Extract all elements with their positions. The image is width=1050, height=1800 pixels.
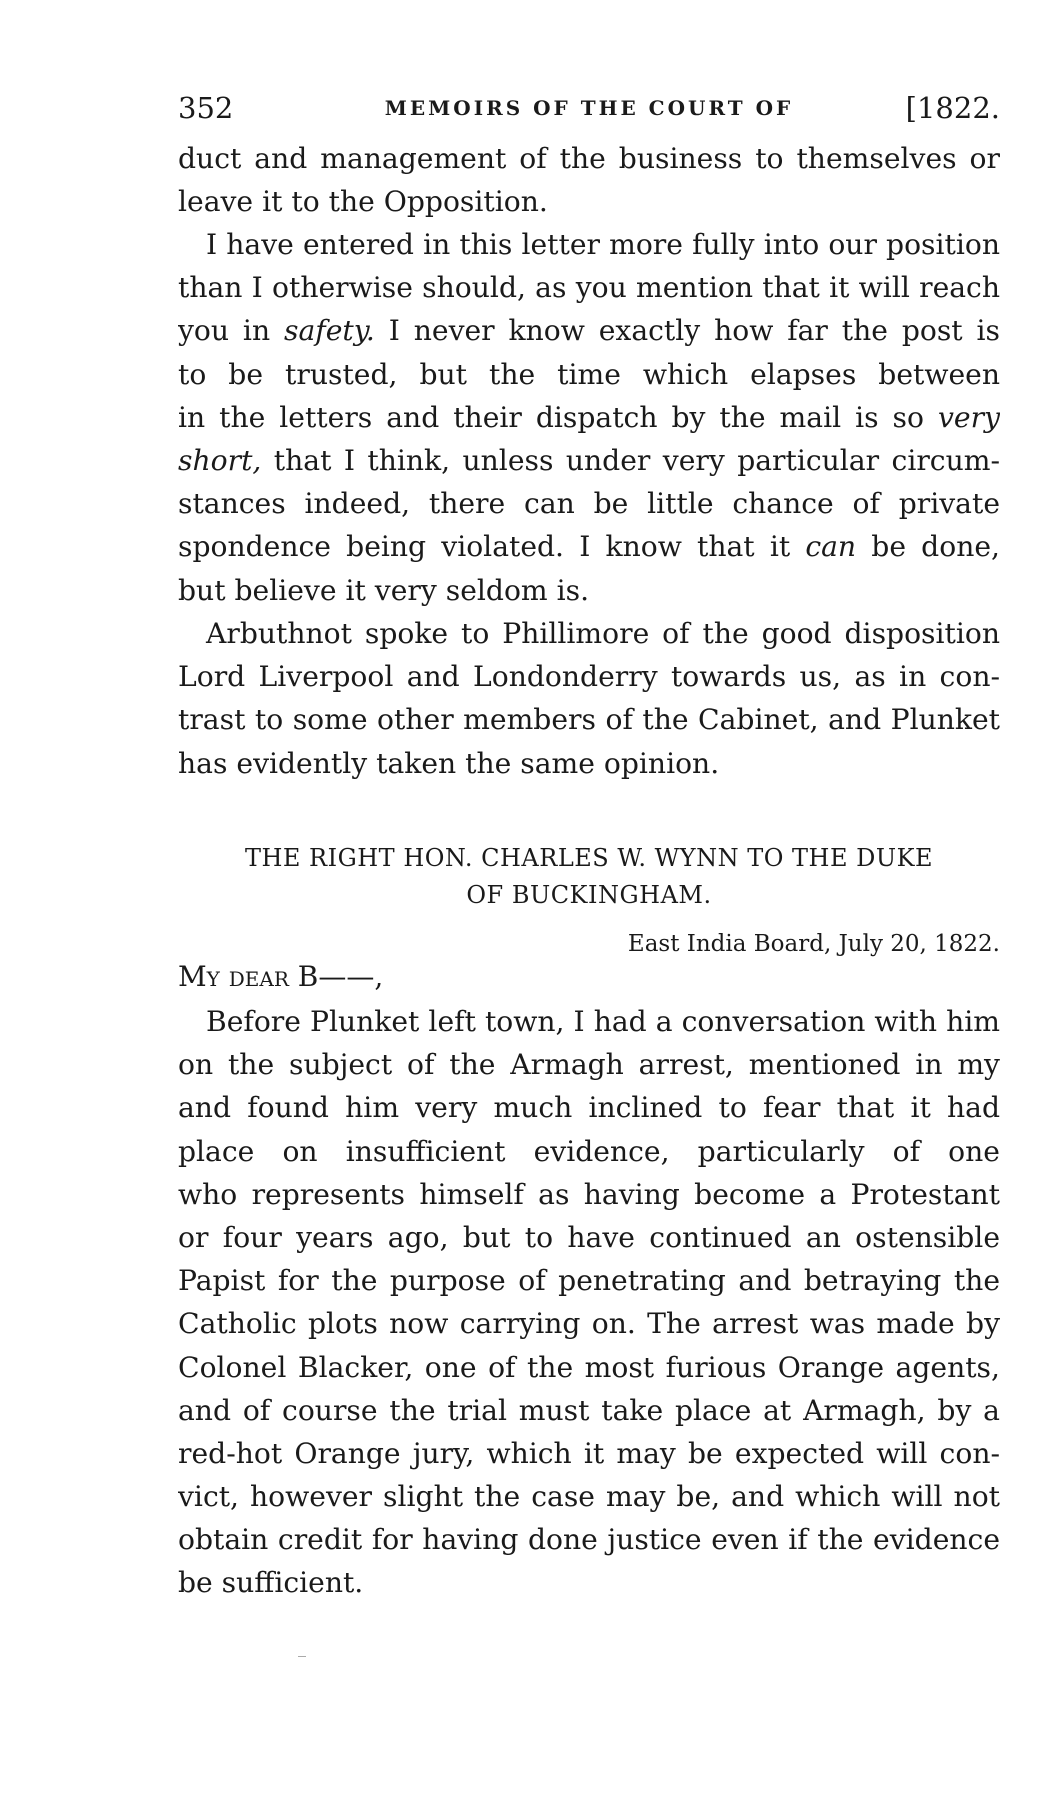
paragraph-2	[178, 223, 1000, 612]
italic-run: can	[805, 530, 857, 564]
text-line	[178, 439, 1000, 482]
text-line: duct and management of the business to themselves or	[178, 142, 1000, 175]
salutation: My dear B——,	[178, 960, 384, 993]
italic-run: very	[937, 400, 1000, 434]
print-speck	[298, 1656, 306, 1657]
text-line: on the subject of the Armagh arrest, mentioned in my	[178, 1048, 1000, 1082]
text-line: stances indeed, there can be little chance of private	[178, 487, 1000, 521]
text-line: vict, however slight the case may be, and which will not	[178, 1480, 1000, 1514]
text-line: has evidently taken the same opinion.	[178, 746, 720, 780]
paragraph-3	[178, 612, 1000, 785]
text-line: and found him very much inclined to fear that it had	[178, 1091, 1000, 1125]
text-line: red-hot Orange jury, which it may be expected will con-	[178, 1436, 1000, 1470]
text-line: obtain credit for having done justice even if the evidence	[178, 1523, 1000, 1557]
text-run: that I think, unless under very particular circum-	[261, 443, 1000, 477]
text-run: spondence being violated. I know that it	[178, 530, 806, 564]
text-line: to be trusted, but the time which elapses between	[178, 357, 1000, 391]
text-line: than I otherwise should, as you mention that it will reach	[178, 271, 1000, 305]
text-line: Before Plunket left town, I had a conversation with him	[206, 1005, 1000, 1038]
text-line: Lord Liverpool and Londonderry towards us, as in con-	[178, 660, 1000, 694]
page-number: 352	[178, 91, 234, 125]
text-line	[178, 525, 1000, 568]
text-run: you in	[178, 314, 284, 348]
text-line	[178, 396, 1000, 439]
paragraph-4	[178, 1000, 1000, 1605]
paragraph-1	[178, 137, 1000, 223]
text-line: Arbuthnot spoke to Phillimore of the good disposition	[206, 617, 1000, 650]
italic-run: safety.	[283, 314, 375, 348]
running-year: [1822.	[905, 91, 1000, 125]
text-run: in the letters and their dispatch by the mail is so	[178, 400, 938, 434]
text-line: trast to some other members of the Cabinet, and Plunket	[178, 703, 1000, 737]
text-line: who represents himself as having become a Protestant	[178, 1177, 1000, 1211]
letter-heading-line: OF BUCKINGHAM.	[466, 881, 712, 909]
text-line: I have entered in this letter more fully into our position	[206, 228, 1000, 261]
letter-heading-line: THE RIGHT HON. CHARLES W. WYNN TO THE DUKE	[244, 844, 934, 872]
text-line: and of course the trial must take place at Armagh, by a	[178, 1393, 1000, 1427]
dateline: East India Board, July 20, 1822.	[627, 931, 1000, 957]
text-line: Catholic plots now carrying on. The arrest was made by	[178, 1307, 1000, 1341]
text-line: Colonel Blacker, one of the most furious Orange agents,	[178, 1350, 1000, 1384]
italic-run: short,	[178, 443, 262, 477]
text-line: but believe it very seldom is.	[178, 573, 590, 607]
text-line: place on insufficient evidence, particularly of one	[178, 1134, 1000, 1168]
text-line: Papist for the purpose of penetrating and betraying the	[178, 1264, 1000, 1298]
text-line: be sufficient.	[178, 1566, 364, 1600]
text-run: be done,	[856, 530, 1000, 564]
text-line: leave it to the Opposition.	[178, 185, 548, 219]
text-line	[178, 309, 1000, 352]
text-run: I never know exactly how far the post is	[374, 314, 1000, 348]
running-head	[178, 88, 1000, 128]
text-line: or four years ago, but to have continued an ostensible	[178, 1220, 1000, 1254]
letter-heading	[178, 840, 1000, 914]
running-title: MEMOIRS OF THE COURT OF	[384, 96, 794, 120]
